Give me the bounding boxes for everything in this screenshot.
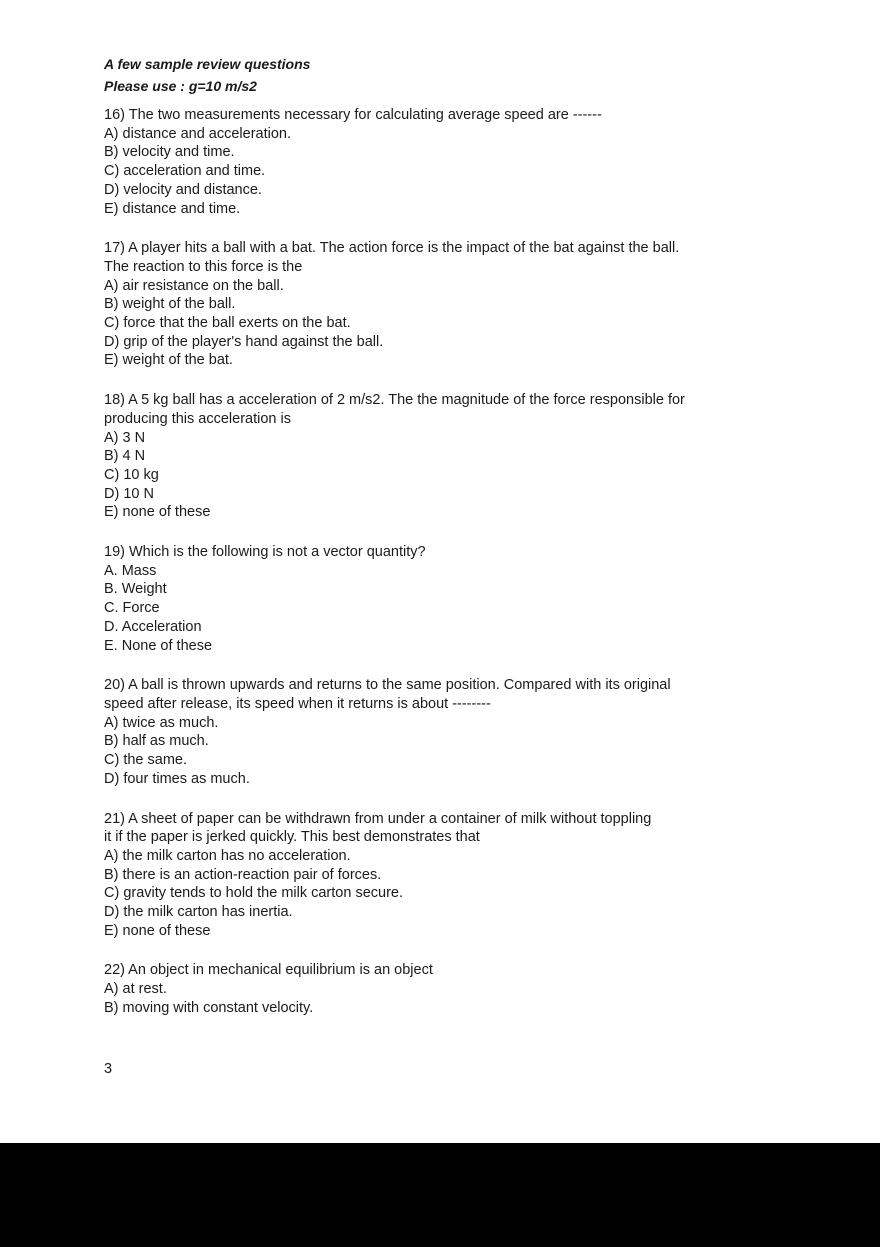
question-21-option: E) none of these	[104, 922, 211, 939]
document-title: A few sample review questions	[104, 56, 311, 72]
question-20-option: C) the same.	[104, 752, 187, 769]
question-20-prompt-line: 20) A ball is thrown upwards and returns to the same position. Compared with its original	[104, 677, 671, 694]
question-19-option: C. Force	[104, 600, 160, 617]
question-20-option: B) half as much.	[104, 733, 209, 750]
question-22-option: A) at rest.	[104, 981, 167, 998]
question-22	[104, 961, 820, 1017]
questions	[104, 106, 820, 1018]
question-16-prompt-line: 16) The two measurements necessary for calculating average speed are ------	[104, 107, 602, 123]
question-18-option: B) 4 N	[104, 448, 146, 465]
document-instruction: Please use : g=10 m/s2	[104, 78, 257, 94]
question-19-option: E. None of these	[104, 637, 213, 654]
question-19-option: D. Acceleration	[104, 618, 202, 635]
page-number: 3	[104, 1060, 113, 1077]
question-18-prompt-line: 18) A 5 kg ball has a acceleration of 2 m/s2. The the magnitude of the force responsible for	[104, 392, 685, 409]
question-17	[104, 239, 820, 370]
question-19-option: A. Mass	[104, 562, 157, 579]
question-21-prompt-line: it if the paper is jerked quickly. This best demonstrates that	[104, 829, 480, 846]
question-18-option: A) 3 N	[104, 429, 146, 446]
question-17-option: E) weight of the bat.	[104, 352, 233, 369]
question-18-option: E) none of these	[104, 504, 211, 521]
question-21-option: A) the milk carton has no acceleration.	[104, 847, 351, 864]
question-17-option: B) weight of the ball.	[104, 296, 236, 313]
question-16-option: A) distance and acceleration.	[104, 125, 291, 142]
question-20-prompt-line: speed after release, its speed when it returns is about --------	[104, 695, 491, 712]
question-21	[104, 810, 820, 941]
question-20-option: A) twice as much.	[104, 714, 219, 731]
question-16-option: B) velocity and time.	[104, 144, 235, 161]
question-21-option: C) gravity tends to hold the milk carton secure.	[104, 885, 403, 902]
question-22-prompt-line: 22) An object in mechanical equilibrium is an object	[104, 962, 433, 979]
question-20	[104, 676, 820, 788]
question-17-prompt-line: The reaction to this force is the	[104, 258, 303, 275]
question-19-prompt-line: 19) Which is the following is not a vector quantity?	[104, 544, 426, 561]
question-18-option: C) 10 kg	[104, 466, 159, 483]
question-17-option: C) force that the ball exerts on the bat.	[104, 315, 351, 332]
question-18	[104, 391, 820, 522]
question-17-option: D) grip of the player's hand against the ball.	[104, 333, 384, 350]
question-16-option: C) acceleration and time.	[104, 163, 266, 180]
bottom-black-band	[0, 1143, 880, 1247]
question-16-option: E) distance and time.	[104, 200, 241, 217]
question-22-option: B) moving with constant velocity.	[104, 999, 314, 1016]
question-21-prompt-line: 21) A sheet of paper can be withdrawn from under a container of milk without toppling	[104, 810, 652, 827]
question-16-option: D) velocity and distance.	[104, 181, 262, 198]
question-21-option: D) the milk carton has inertia.	[104, 904, 293, 921]
question-17-option: A) air resistance on the ball.	[104, 277, 284, 294]
page-content	[104, 56, 820, 1078]
question-17-prompt-line: 17) A player hits a ball with a bat. The action force is the impact of the bat against the ball.	[104, 240, 680, 257]
question-18-prompt-line: producing this acceleration is	[104, 410, 291, 427]
question-19-option: B. Weight	[104, 581, 167, 598]
question-20-option: D) four times as much.	[104, 770, 250, 787]
question-18-option: D) 10 N	[104, 485, 154, 502]
question-16	[104, 106, 820, 218]
question-19	[104, 543, 820, 655]
question-21-option: B) there is an action-reaction pair of forces.	[104, 866, 382, 883]
